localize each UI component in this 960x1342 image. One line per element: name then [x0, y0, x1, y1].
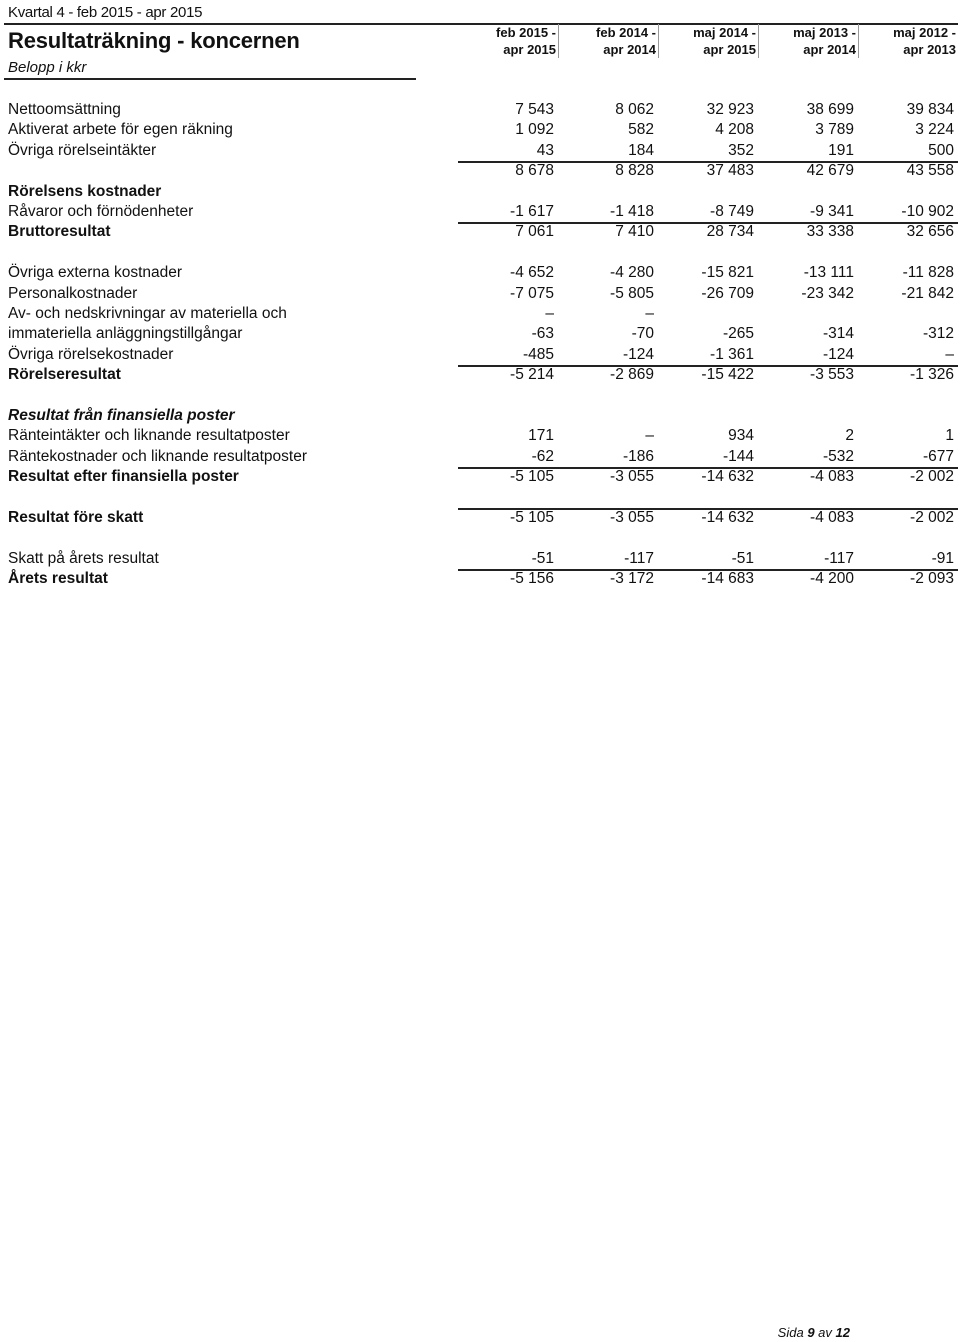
table-row	[0, 386, 960, 406]
row-value: 8 828	[615, 162, 654, 180]
row-value: –	[645, 427, 654, 445]
row-value: 191	[828, 141, 854, 159]
row-value: 171	[528, 427, 554, 445]
row-value: -14 683	[701, 569, 754, 587]
row-label: Aktiverat arbete för egen räkning	[8, 121, 233, 139]
row-value: -2 002	[910, 468, 954, 486]
row-value: 4 208	[715, 121, 754, 139]
table-row	[0, 427, 960, 447]
footer-prefix: Sida	[777, 1325, 804, 1340]
row-value: -91	[931, 549, 954, 567]
row-value: -5 105	[510, 468, 554, 486]
row-value: -3 553	[810, 366, 854, 384]
row-value: -9 341	[810, 202, 854, 220]
row-label: Rörelsens kostnader	[8, 182, 162, 200]
row-label: Övriga externa kostnader	[8, 264, 183, 282]
row-value: -14 632	[701, 468, 754, 486]
table-row	[0, 183, 960, 203]
column-header: feb 2015 - apr 2015	[458, 24, 559, 58]
row-value: -3 172	[610, 569, 654, 587]
table-row	[0, 244, 960, 264]
column-header: maj 2014 - apr 2015	[658, 24, 759, 58]
row-value: 33 338	[806, 223, 854, 241]
row-value: 352	[728, 141, 754, 159]
row-value: -5 156	[510, 569, 554, 587]
row-value: -144	[722, 447, 754, 465]
row-label: Råvaror och förnödenheter	[8, 202, 194, 220]
row-value: -312	[922, 325, 954, 343]
table-row	[0, 142, 960, 162]
row-value: -21 842	[901, 284, 954, 302]
row-value: 39 834	[906, 101, 954, 118]
row-value: 37 483	[706, 162, 754, 180]
page-footer	[0, 1325, 850, 1340]
income-statement-table	[0, 101, 960, 590]
column-header: maj 2012 - apr 2013	[893, 25, 956, 57]
row-value: -124	[622, 345, 654, 363]
row-value: -1 617	[510, 202, 554, 220]
table-row	[0, 407, 960, 427]
column-header: maj 2013 - apr 2014	[758, 24, 859, 58]
row-value: -5 105	[510, 508, 554, 526]
row-value: -117	[824, 549, 854, 567]
row-value: -11 828	[902, 264, 954, 282]
row-value: -5 214	[510, 366, 554, 384]
footer-total: 12	[835, 1325, 850, 1340]
row-value: 3 789	[815, 121, 854, 139]
row-label: Resultat före skatt	[8, 508, 144, 526]
row-label: Bruttoresultat	[8, 223, 111, 241]
row-value: -5 805	[610, 284, 654, 302]
row-label: Av- och nedskrivningar av materiella och	[8, 304, 287, 322]
row-value: -2 002	[910, 508, 954, 526]
table-row	[0, 468, 960, 488]
table-row	[0, 264, 960, 284]
row-value: 582	[628, 121, 654, 139]
footer-mid: av	[818, 1325, 832, 1340]
row-value: -3 055	[610, 508, 654, 526]
table-row	[0, 162, 960, 182]
row-value: 2	[845, 427, 854, 445]
table-row	[0, 346, 960, 366]
row-label: Övriga rörelseintäkter	[8, 141, 157, 159]
row-value: -7 075	[510, 284, 554, 302]
row-value: 3 224	[915, 121, 954, 139]
row-value: -1 361	[710, 345, 754, 363]
table-row	[0, 305, 960, 325]
row-value: –	[645, 304, 654, 322]
table-row	[0, 448, 960, 468]
row-label: Årets resultat	[8, 569, 108, 587]
row-label: Resultat från finansiella poster	[8, 406, 235, 424]
row-value: -15 821	[701, 264, 754, 282]
row-value: 43 558	[906, 162, 954, 180]
row-label: Rörelseresultat	[8, 366, 121, 384]
row-value: -485	[522, 345, 554, 363]
row-value: -2 869	[610, 366, 654, 384]
row-label: Ränteintäkter och liknande resultatposter	[8, 427, 290, 445]
table-row	[0, 570, 960, 590]
row-value: 8 062	[615, 101, 654, 118]
row-label: Personalkostnader	[8, 284, 138, 302]
row-value: 38 699	[806, 101, 854, 118]
row-value: -15 422	[701, 366, 754, 384]
row-value: -1 418	[610, 202, 654, 220]
row-value: -186	[622, 447, 654, 465]
page-title: Resultaträkning - koncernen	[8, 28, 300, 53]
table-row	[0, 488, 960, 508]
table-row	[0, 101, 960, 121]
row-value: 1 092	[515, 121, 554, 139]
row-value: -63	[531, 325, 554, 343]
row-value: 7 543	[515, 101, 554, 118]
row-value: -10 902	[901, 202, 954, 220]
table-row	[0, 509, 960, 529]
row-value: -2 093	[910, 569, 954, 587]
row-value: -4 200	[810, 569, 854, 587]
row-value: -1 326	[910, 366, 954, 384]
column-header: feb 2014 - apr 2014	[558, 24, 659, 58]
table-row	[0, 366, 960, 386]
table-row	[0, 203, 960, 223]
row-value: -4 652	[510, 264, 554, 282]
row-value: -8 749	[710, 202, 754, 220]
row-label: Skatt på årets resultat	[8, 549, 159, 567]
row-value: -51	[731, 549, 754, 567]
unit-label: Belopp i kkr	[8, 59, 87, 76]
row-value: 42 679	[806, 162, 854, 180]
row-value: 28 734	[706, 223, 754, 241]
row-value: -3 055	[610, 468, 654, 486]
row-value: -532	[822, 447, 854, 465]
row-value: -13 111	[803, 264, 854, 282]
row-value: -62	[531, 447, 554, 465]
row-value: -124	[822, 345, 854, 363]
row-value: 7 410	[615, 223, 654, 241]
row-value: –	[545, 304, 554, 322]
row-value: -265	[722, 325, 754, 343]
row-label: Nettoomsättning	[8, 101, 121, 118]
table-row	[0, 325, 960, 345]
period-label: Kvartal 4 - feb 2015 - apr 2015	[8, 4, 203, 21]
row-value: 32 656	[906, 223, 954, 241]
table-row	[0, 285, 960, 305]
row-value: -117	[624, 549, 654, 567]
row-label: Övriga rörelsekostnader	[8, 345, 174, 363]
row-value: 32 923	[706, 101, 754, 118]
row-label: immateriella anläggningstillgångar	[8, 325, 243, 343]
row-value: 934	[728, 427, 754, 445]
row-value: -51	[531, 549, 554, 567]
row-label: Resultat efter finansiella poster	[8, 468, 239, 486]
unit-rule	[4, 78, 416, 80]
row-value: 43	[536, 141, 554, 159]
table-row	[0, 550, 960, 570]
row-value: -4 083	[810, 468, 854, 486]
row-value: -4 280	[610, 264, 654, 282]
row-value: -314	[822, 325, 854, 343]
row-value: -14 632	[701, 508, 754, 526]
row-value: -26 709	[701, 284, 754, 302]
row-value: -677	[922, 447, 954, 465]
row-label: Räntekostnader och liknande resultatposter	[8, 447, 307, 465]
table-row	[0, 529, 960, 549]
row-value: 500	[928, 141, 954, 159]
row-value: 1	[945, 427, 954, 445]
row-value: 184	[628, 141, 654, 159]
row-value: 8 678	[515, 162, 554, 180]
footer-page: 9	[807, 1325, 815, 1340]
table-row	[0, 121, 960, 141]
row-value: -4 083	[810, 508, 854, 526]
row-value: 7 061	[515, 223, 554, 241]
row-value: –	[945, 345, 954, 363]
row-value: -70	[631, 325, 654, 343]
table-row	[0, 223, 960, 243]
row-value: -23 342	[801, 284, 854, 302]
